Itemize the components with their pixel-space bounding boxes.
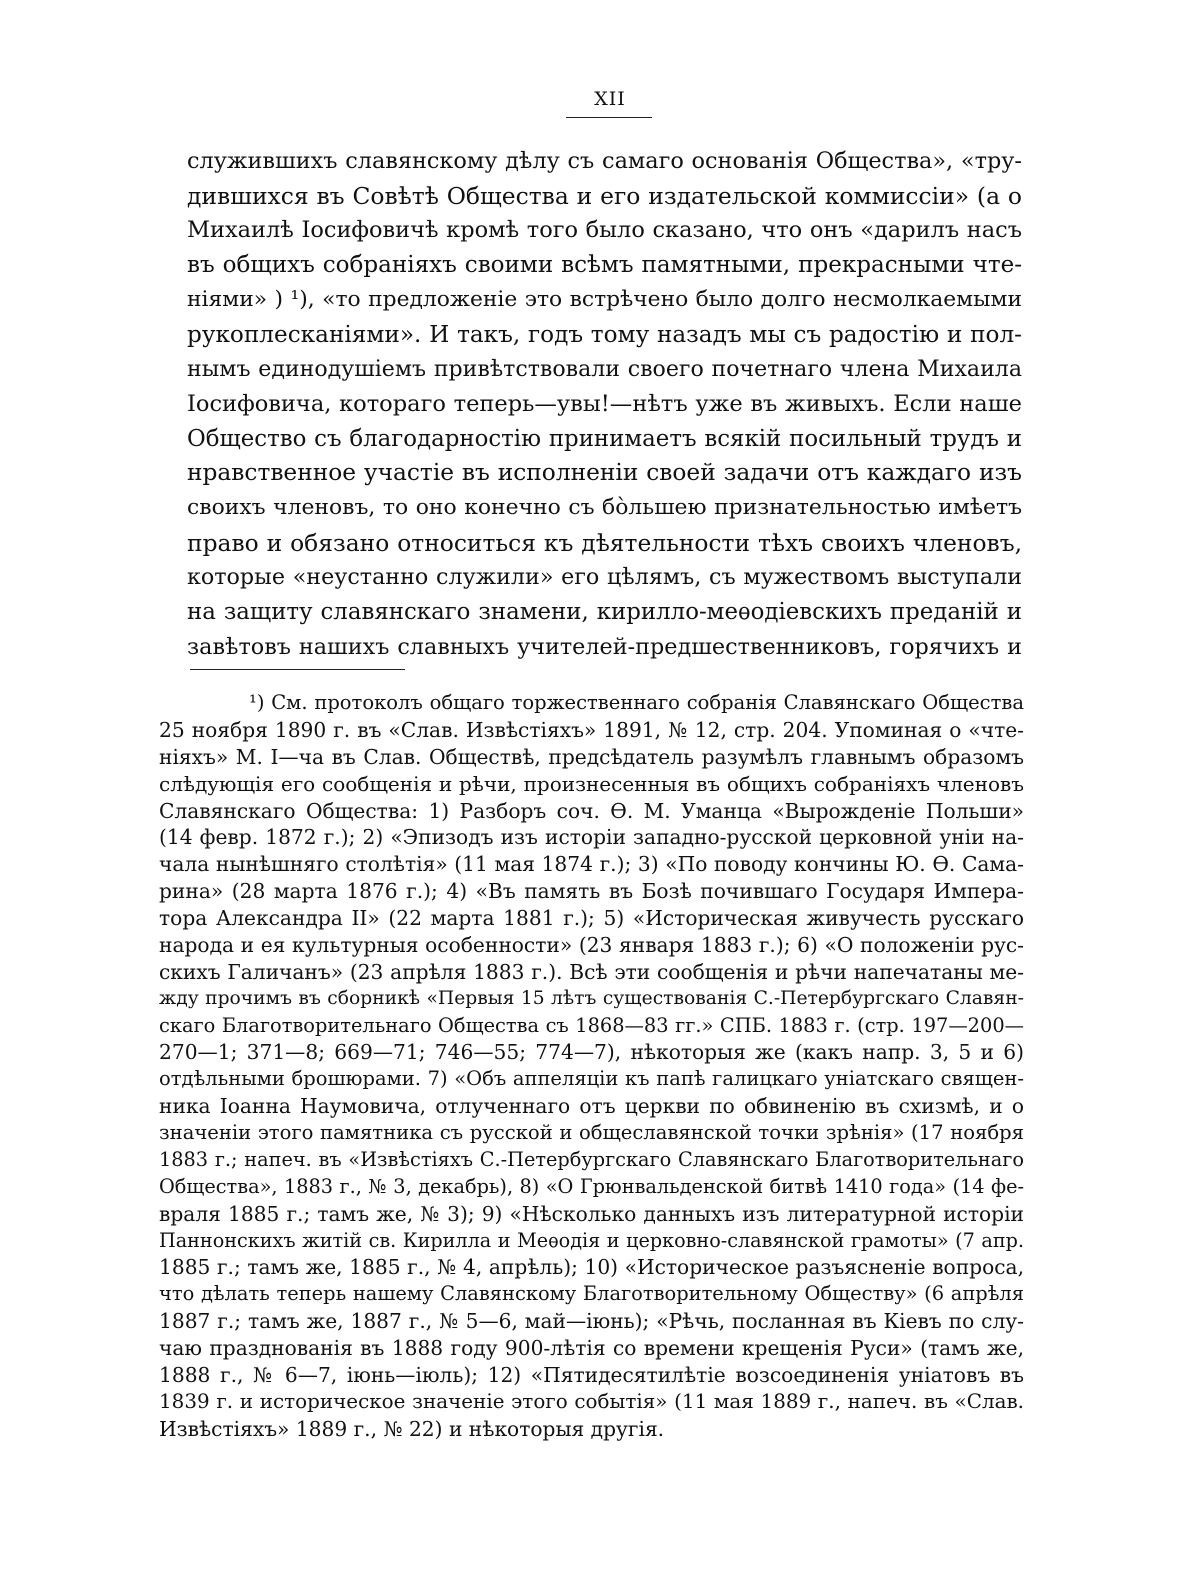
- main-text-line: рукоплесканіями». И такъ, годъ тому назадъ мы съ радостію и пол-: [187, 321, 1022, 348]
- main-text-line: въ общихъ собраніяхъ своими всѣмъ памятными, прекрасными чте-: [187, 252, 1022, 279]
- footnote-line: Извѣстіяхъ» 1889 г., № 22) и нѣкоторыя другія.: [159, 1416, 665, 1441]
- main-text-line: дившихся въ Совѣтѣ Общества и его издательской коммиссіи» (а о: [187, 181, 1022, 210]
- footnote-line: 1883 г.; напеч. въ «Извѣстіяхъ С.-Петербургскаго Славянскаго Благотворительнаго: [159, 1147, 1024, 1171]
- footnote-line: чала нынѣшняго столѣтія» (11 мая 1874 г.); 3) «По поводу кончины Ю. Ѳ. Сама-: [159, 852, 1024, 877]
- footnote-line: 1887 г.; тамъ же, 1887 г., № 5—6, май—іюнь); «Рѣчь, посланная въ Кіевъ по слу-: [159, 1309, 1024, 1334]
- page-number: XII: [594, 88, 626, 110]
- footnote-line: отдѣльными брошюрами. 7) «Объ аппеляціи къ папѣ галицкаго уніатскаго священ-: [159, 1067, 1024, 1091]
- footnote-line: 1888 г., № 6—7, іюнь—іюль); 12) «Пятидесятилѣтіе возсоединенія уніатовъ въ: [159, 1362, 1024, 1387]
- footnote-line: Паннонскихъ житій св. Кирилла и Меѳодія и церковно-славянской грамоты» (7 апр.: [159, 1228, 1024, 1252]
- footnote-line: значеніи этого памятника съ русской и общеславянской точки зрѣнія» (17 ноября: [159, 1121, 1024, 1144]
- main-text-line: которые «неустанно служили» его цѣлямъ, съ мужествомъ выступали: [187, 564, 1022, 591]
- footnote-line: жду прочимъ въ сборникѣ «Первыя 15 лѣтъ существованія С.-Петербургскаго Славян-: [159, 987, 1024, 1009]
- main-text-line: на защиту славянскаго знамени, кирилло-меѳодіевскихъ преданій и: [187, 599, 1022, 626]
- footnote-line: скихъ Галичанъ» (23 апрѣля 1883 г.). Всѣ эти сообщенія и рѣчи напечатаны ме-: [159, 959, 1024, 984]
- main-text-line: ніями» ) ¹), «то предложеніе это встрѣчено было долго несмолкаемыми: [187, 286, 1022, 312]
- footnote-line: враля 1885 г.; тамъ же, № 3); 9) «Нѣсколько данныхъ изъ литературной исторіи: [159, 1201, 1024, 1226]
- footnote-line: (14 февр. 1872 г.); 2) «Эпизодъ изъ исторіи западно-русской церковной уніи на-: [159, 825, 1024, 850]
- main-text: [187, 144, 1022, 665]
- main-text-line: нымъ единодушіемъ привѣтствовали своего почетнаго члена Михаила: [187, 356, 1022, 383]
- main-text-line: Михаилѣ Іосифовичѣ кромѣ того было сказано, что онъ «дарилъ насъ: [187, 217, 1022, 244]
- footnote-line: 1839 г. и историческое значеніе этого событія» (11 мая 1889 г., напеч. въ «Слав.: [159, 1389, 1024, 1413]
- footnote-line: народа и ея культурныя особенности» (23 января 1883 г.); 6) «О положеніи рус-: [159, 932, 1024, 957]
- footnote-line: тора Александра II» (22 марта 1881 г.); 5) «Историческая живучесть русскаго: [159, 906, 1024, 930]
- footnote-line: 1885 г.; тамъ же, 1885 г., № 4, апрѣль); 10) «Историческое разъясненіе вопроса,: [159, 1255, 1024, 1280]
- footnote-line: Славянскаго Общества: 1) Разборъ соч. Ѳ. М. Уманца «Вырожденіе Польши»: [159, 798, 1024, 823]
- footnote-line: 270—1; 371—8; 669—71; 746—55; 774—7), нѣкоторыя же (какъ напр. 3, 5 и 6): [159, 1040, 1024, 1065]
- footnote-line: ¹) См. протоколъ общаго торжественнаго собранія Славянскаго Общества: [249, 691, 1024, 714]
- footnote-line: Общества», 1883 г., № 3, декабрь), 8) «О Грюнвальденской битвѣ 1410 года» (14 фе-: [159, 1174, 1024, 1198]
- footnote-separator: [190, 669, 405, 670]
- footnote-line: рина» (28 марта 1876 г.); 4) «Въ память въ Бозѣ почившаго Государя Импера-: [159, 879, 1024, 904]
- footnote-line: 25 ноября 1890 г. въ «Слав. Извѣстіяхъ» 1891, № 12, стр. 204. Упоминая о «чте-: [159, 717, 1024, 742]
- main-text-line: Іосифовича, котораго теперь—увы!—нѣтъ уже въ живыхъ. Если наше: [187, 390, 1022, 417]
- main-text-line: служившихъ славянскому дѣлу съ самаго основанія Общества», «тру-: [187, 148, 1022, 174]
- main-text-line: нравственное участіе въ исполненіи своей задачи отъ каждаго изъ: [187, 459, 1022, 487]
- footnote-line: слѣдующія его сообщенія и рѣчи, произнесенныя въ общихъ собраніяхъ членовъ: [159, 771, 1024, 796]
- main-text-line: право и обязано относиться къ дѣятельности тѣхъ своихъ членовъ,: [187, 528, 1022, 557]
- footnote-line: ніяхъ» М. І—ча въ Слав. Обществѣ, предсѣдатель разумѣлъ главнымъ образомъ: [159, 744, 1024, 769]
- main-text-line: своихъ членовъ, то оно конечно съ бо̀льшею признательностью имѣетъ: [187, 495, 1022, 521]
- footnote-line: скаго Благотворительнаго Общества съ 1868—83 гг.» СПБ. 1883 г. (стр. 197—200—: [159, 1013, 1024, 1037]
- footnote-line: что дѣлать теперь нашему Славянскому Благотворительному Обществу» (6 апрѣля: [159, 1282, 1024, 1306]
- footnote-line: чаю празднованія въ 1888 году 900-лѣтія со времени крещенія Руси» (тамъ же,: [159, 1336, 1024, 1360]
- main-text-line: Общество съ благодарностію принимаетъ всякій посильный трудъ и: [187, 425, 1022, 452]
- footnote-line: ника Іоанна Наумовича, отлученнаго отъ церкви по обвиненію въ схизмѣ, и о: [159, 1094, 1024, 1119]
- page-number-rule: [566, 117, 652, 118]
- footnote: [159, 690, 1024, 1443]
- main-text-line: завѣтовъ нашихъ славныхъ учителей-предшественниковъ, горячихъ и: [187, 633, 1022, 660]
